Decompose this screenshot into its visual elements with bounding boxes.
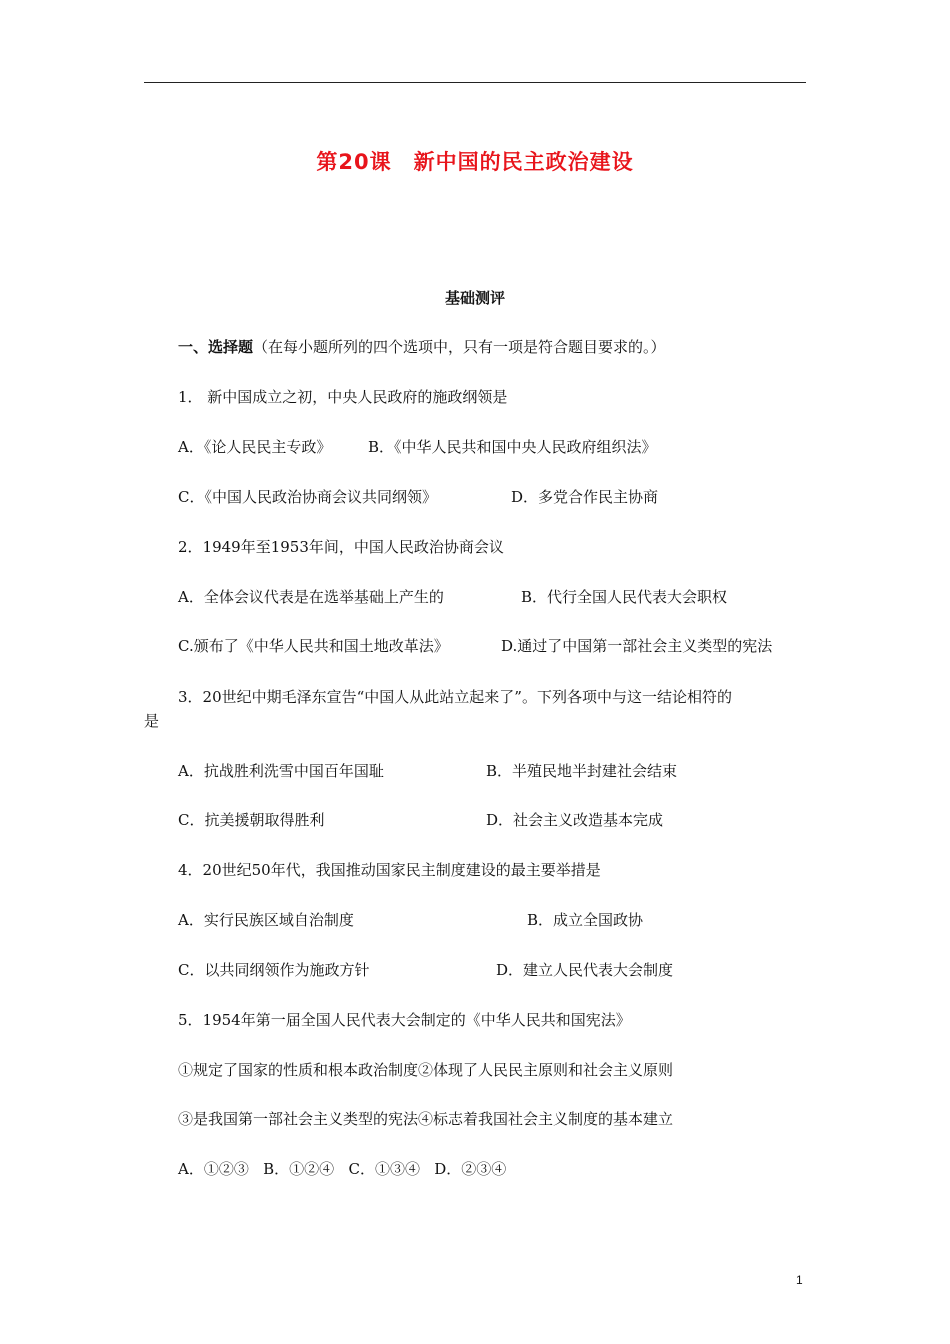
question-3-option-b: B．半殖民地半封建社会结束 (486, 762, 678, 780)
question-4-stem: 4．20世纪50年代，我国推动国家民主制度建设的最主要举措是 (178, 861, 601, 879)
page-title: 第20课 新中国的民主政治建设 (316, 150, 634, 174)
question-1-stem: 1． 新中国成立之初，中央人民政府的施政纲领是 (178, 388, 508, 406)
question-2-option-a: A．全体会议代表是在选举基础上产生的 (178, 588, 444, 606)
header-rule (144, 82, 806, 83)
question-2-option-d: D.通过了中国第一部社会主义类型的宪法 (501, 637, 773, 655)
question-5-stem: 5．1954年第一届全国人民代表大会制定的《中华人民共和国宪法》 (178, 1011, 631, 1029)
question-3-stem-continued: 是 (144, 712, 160, 730)
page-number: 1 (796, 1273, 803, 1287)
question-1-option-b: B．《中华人民共和国中央人民政府组织法》 (368, 438, 657, 456)
question-1-option-d: D．多党合作民主协商 (511, 488, 659, 506)
part-heading (178, 336, 666, 358)
question-5-options: A．①②③ B．①②④ C．①③④ D．②③④ (178, 1160, 507, 1178)
question-4-option-b: B．成立全国政协 (527, 911, 644, 929)
question-2-option-b: B．代行全国人民代表大会职权 (521, 588, 728, 606)
section-heading: 基础测评 (444, 289, 505, 307)
question-3-stem: 3．20世纪中期毛泽东宣告“中国人从此站立起来了”。下列各项中与这一结论相符的 (178, 688, 732, 706)
question-4-option-a: A．实行民族区域自治制度 (178, 911, 354, 929)
question-5-statements-1: ①规定了国家的性质和根本政治制度②体现了人民民主原则和社会主义原则 (178, 1061, 674, 1079)
part-instruction: （在每小题所列的四个选项中，只有一项是符合题目要求的。） (253, 338, 666, 356)
question-3-option-a: A．抗战胜利洗雪中国百年国耻 (178, 762, 384, 780)
question-1-option-a: A．《论人民民主专政》 (178, 438, 332, 456)
question-5-statements-2: ③是我国第一部社会主义类型的宪法④标志着我国社会主义制度的基本建立 (178, 1110, 674, 1128)
question-1-option-c: C．《中国人民政治协商会议共同纲领》 (178, 488, 437, 506)
question-3-option-d: D．社会主义改造基本完成 (486, 811, 664, 829)
question-2-option-c: C.颁布了《中华人民共和国土地改革法》 (178, 637, 449, 655)
question-4-option-c: C．以共同纲领作为施政方针 (178, 961, 370, 979)
question-4-option-d: D．建立人民代表大会制度 (496, 961, 674, 979)
part-label: 一、选择题 (178, 338, 254, 356)
question-3-option-c: C．抗美援朝取得胜利 (178, 811, 325, 829)
question-2-stem: 2．1949年至1953年间，中国人民政治协商会议 (178, 538, 504, 556)
